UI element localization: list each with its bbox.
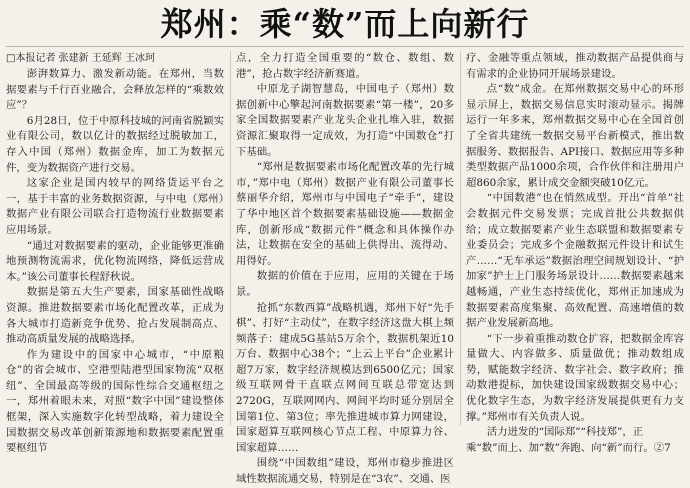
article-body	[6, 47, 684, 486]
paragraph: 作为建设中的国家中心城市，“中原粮仓”的省会城市、空港型陆港型国家物流“双枢纽”、全国最高等级的国际性综合交通枢纽之一，郑州着眼未来，对照“数字中国”建设整体框架，深入实施数字化转型战略，着力建设全国数据交易改革创新策源地和数据要素配置重要枢纽节	[6, 348, 224, 455]
paragraph: 这家企业是国内较早的网络货运平台之一，基于丰富的业务数据资源，与中电（郑州）数据产业有限公司联合打造物流行业数据要素应用场景。	[6, 177, 224, 236]
paragraph: 抢抓“东数西算”战略机遇，郑州下好“先手棋”、打好“主动仗”，在数字经济这盘大棋上频频落子：建成5G基站5万余个，数据机架近10万台、数据中心38个；“上云上平台”企业累计超7万家，数字经济规模达到6500亿元；国家级互联网骨干直联点网间互联总带宽达到2720G，互联网网内、网间平均时延分别居全国第1位、第3位；率先推进城市算力网建设，国家超算互联网核心节点工程、中原算力谷、国家超算……	[236, 301, 454, 454]
paragraph: “郑州是数据要素市场化配置改革的先行城市，”郑中电（郑州）数据产业有限公司董事长蔡丽华介绍，郑州市与中国电子“牵手”，建设了华中地区首个数据要素基础设施——数据金库，创新形成“数据元件”概念和具体操作办法，让数据在安全的基础上供得出、流得动、用得好。	[236, 161, 454, 267]
paragraph: 点，全力打造全国重要的“数仓、数组、数港”，抢占数字经济新赛道。	[236, 52, 454, 80]
paragraph: 数据的价值在于应用，应用的关键在于场景。	[236, 270, 454, 298]
column-2	[230, 51, 454, 486]
paragraph: “中国数港”也在悄然成型。开出“首单”社会数据元件交易发票；完成首批公共数据供给；成立数据要素产业生态联盟和数据要素专业委员会；完成多个金融数据元件设计和试生产……“无车承运”数据治理空间规划设计、“护加家”护士上门服务场景设计……数据要素越来越畅通，产业生态持续优化，郑州正加速成为数据要素高度集聚、高效配置、高速增值的数据产业发展新高地。	[466, 192, 684, 330]
column-3	[460, 51, 684, 454]
paragraph: 中原龙子湖智慧岛，中国电子（郑州）数据创新中心擎起河南数据要素“第一楼”，20多家全国数据要素产业龙头企业扎堆入驻，数据资源汇聚取得一定成效，为打造“中国数仓”打下基础。	[236, 83, 454, 158]
paragraph: “通过对数据要素的驱动，企业能够更准确地预测物流需求，优化物流网络，降低运营成本。”该公司董事长程舒秋说。	[6, 239, 224, 283]
column-1	[6, 51, 224, 455]
paragraph: 活力迸发的“国际郑”“科技郑”，正乘“数”而上、加“数”奔跑、向“新”而行。②7	[466, 426, 671, 454]
byline: □本报记者 张建新 王延辉 王冰珂	[6, 53, 155, 64]
paragraph: 疗、金融等重点领域，推动数据产品提供商与有需求的企业协同开展场景建设。	[466, 52, 684, 80]
paragraph: “下一步着重推动数仓扩容，把数据金库容量做大、内容做多、质量做优；推动数组成势，赋能数字经济、数字社会、数字政府；推动数港提标，加快建设国家级数据交易中心；优化数字生态，为数字经济发展提供更有力支撑。”郑州市有关负责人说。	[466, 332, 684, 423]
paragraph: 澎湃数算力、激发新动能。在郑州，当数据要素与千行百业融合，会释放怎样的“乘数效应”？	[6, 68, 224, 112]
paragraph: 6月28日，位于中原科技城的河南省脱颖实业有限公司，数以亿计的数据经过脱敏加工，存入中国（郑州）数据金库，加工为数据元件，变为数据资产进行交易。	[6, 114, 224, 174]
paragraph: 点“数”成金。在郑州数据交易中心的环形显示屏上，数据交易信息实时滚动显示。揭牌运行一年多来，郑州数据交易中心在全国首创了全省共建统一数据交易平台新模式，推出数据服务、数据报告、API接口、数据应用等多种类型数据产品1000余项，合作伙伴和注册用户超860余家，累计成交金额突破10亿元。	[466, 83, 684, 189]
paragraph: 数据是第五大生产要素，国家基础性战略资源。推进数据要素市场化配置改革，正成为各大城市打造新竞争优势、抢占发展制高点、推动高质量发展的战略选择。	[6, 286, 224, 346]
paragraph: 围绕“中国数组”建设，郑州市稳步推进区域性数据流通交易，特别是在“3农”、交通、医	[236, 457, 454, 486]
headline: 郑州：乘“数”而上向新行	[6, 2, 684, 47]
